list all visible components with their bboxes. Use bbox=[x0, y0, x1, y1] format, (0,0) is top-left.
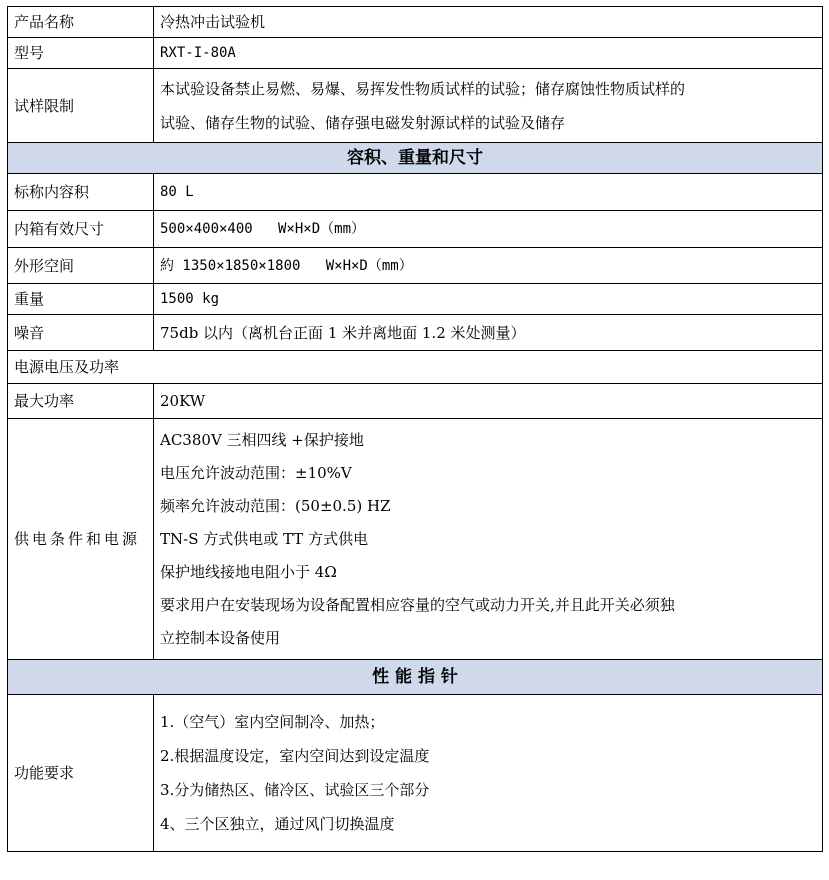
table-row bbox=[8, 419, 823, 660]
weight-label: 重量 bbox=[8, 284, 154, 315]
supply-line: 保护地线接地电阻小于 4Ω bbox=[160, 562, 337, 581]
table-row bbox=[8, 315, 823, 351]
nominal-volume-value: 80 L bbox=[154, 174, 823, 211]
table-row bbox=[8, 284, 823, 315]
section-title-performance: 性 能 指 针 bbox=[8, 660, 823, 695]
section-title-volume: 容积、重量和尺寸 bbox=[8, 143, 823, 174]
supply-line: 电压允许波动范围：±10%V bbox=[160, 463, 352, 482]
product-name-label: 产品名称 bbox=[8, 7, 154, 38]
table-row bbox=[8, 384, 823, 419]
supply-line: TN-S 方式供电或 TT 方式供电 bbox=[160, 529, 369, 548]
sample-limit-line: 本试验设备禁止易燃、易爆、易挥发性物质试样的试验；储存腐蚀性物质试样的 bbox=[160, 79, 686, 98]
max-power-label: 最大功率 bbox=[8, 384, 154, 419]
section-header-row bbox=[8, 660, 823, 695]
noise-value: 75db 以内（离机台正面 1 米并离地面 1.2 米处测量） bbox=[154, 315, 823, 351]
model-value: RXT-I-80A bbox=[154, 38, 823, 69]
table-row bbox=[8, 351, 823, 384]
max-power-value: 20KW bbox=[154, 384, 823, 419]
supply-value bbox=[154, 419, 823, 660]
supply-line: 频率允许波动范围：(50±0.5) HZ bbox=[160, 496, 391, 515]
table-row bbox=[8, 211, 823, 248]
sample-limit-value bbox=[154, 69, 823, 143]
table-row bbox=[8, 248, 823, 284]
weight-value: 1500 kg bbox=[154, 284, 823, 315]
table-row bbox=[8, 174, 823, 211]
product-name-value: 冷热冲击试验机 bbox=[154, 7, 823, 38]
function-line: 1.（空气）室内空间制冷、加热； bbox=[160, 713, 385, 731]
function-label: 功能要求 bbox=[8, 695, 154, 852]
model-label: 型号 bbox=[8, 38, 154, 69]
sample-limit-label: 试样限制 bbox=[8, 69, 154, 143]
table-row bbox=[8, 695, 823, 852]
function-line: 4、三个区独立，通过风门切换温度 bbox=[160, 815, 395, 833]
section-header-row bbox=[8, 143, 823, 174]
nominal-volume-label: 标称内容积 bbox=[8, 174, 154, 211]
supply-line: 立控制本设备使用 bbox=[160, 628, 281, 647]
function-line: 3.分为储热区、储冷区、试验区三个部分 bbox=[160, 781, 430, 799]
power-header: 电源电压及功率 bbox=[8, 351, 823, 384]
noise-label: 噪音 bbox=[8, 315, 154, 351]
inner-size-value: 500×400×400 W×H×D（mm） bbox=[154, 211, 823, 248]
table-row bbox=[8, 38, 823, 69]
supply-line: AC380V 三相四线 +保护接地 bbox=[160, 430, 364, 449]
outer-size-value: 約 1350×1850×1800 W×H×D（mm） bbox=[154, 248, 823, 284]
function-value bbox=[154, 695, 823, 852]
supply-label: 供电条件和电源 bbox=[8, 419, 154, 660]
supply-line: 要求用户在安装现场为设备配置相应容量的空气或动力开关,并且此开关必须独 bbox=[160, 595, 675, 614]
function-line: 2.根据温度设定，室内空间达到设定温度 bbox=[160, 747, 430, 765]
table-row bbox=[8, 7, 823, 38]
inner-size-label: 内箱有效尺寸 bbox=[8, 211, 154, 248]
sample-limit-line: 试验、储存生物的试验、储存强电磁发射源试样的试验及储存 bbox=[160, 113, 566, 132]
outer-size-label: 外形空间 bbox=[8, 248, 154, 284]
spec-table bbox=[7, 6, 823, 852]
table-row bbox=[8, 69, 823, 143]
